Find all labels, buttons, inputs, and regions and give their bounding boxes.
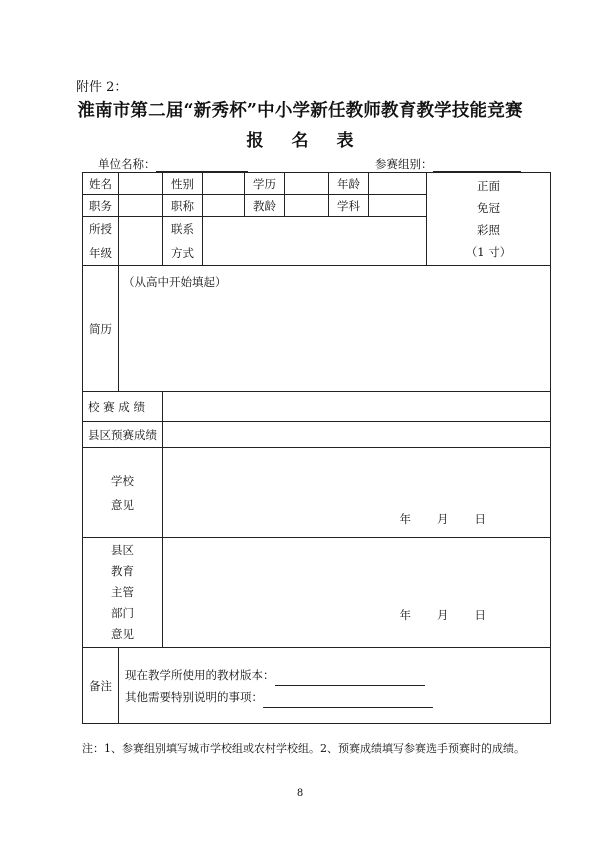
- dept-opinion-line: 部门: [111, 606, 134, 620]
- textbook-version-field[interactable]: [275, 673, 425, 686]
- dept-opinion-value[interactable]: [163, 538, 551, 648]
- education-label: 学历: [245, 173, 285, 195]
- year-label: 年: [399, 608, 411, 622]
- subtitle-char: 表: [336, 131, 354, 151]
- grade-value[interactable]: [119, 217, 163, 266]
- school-opinion-value[interactable]: [163, 448, 551, 538]
- unit-name-label: 单位名称：: [98, 157, 156, 171]
- photo-text: （1 寸）: [465, 245, 512, 259]
- contact-label-line: 联系: [171, 222, 194, 236]
- month-label: 月: [437, 512, 449, 526]
- grade-label: [83, 217, 119, 266]
- group-label: 参赛组别：: [375, 157, 433, 171]
- dept-opinion-date: [167, 607, 546, 623]
- photo-box[interactable]: [427, 173, 551, 266]
- name-value[interactable]: [119, 173, 163, 195]
- photo-text: 彩照: [477, 223, 500, 237]
- unit-name-field[interactable]: [156, 158, 248, 172]
- job-label: 职务: [83, 195, 119, 217]
- title-label: 职称: [163, 195, 203, 217]
- registration-form-table: [82, 172, 551, 724]
- resume-label: 简历: [83, 266, 119, 392]
- month-label: 月: [437, 608, 449, 622]
- school-opinion-date: [167, 511, 546, 527]
- subtitle-char: 名: [291, 131, 309, 151]
- remark-line-2: [125, 686, 546, 708]
- unit-name-row: [98, 156, 248, 172]
- teaching-years-label: 教龄: [245, 195, 285, 217]
- age-value[interactable]: [369, 173, 427, 195]
- county-result-value[interactable]: [163, 422, 551, 448]
- special-notes-label: 其他需要特别说明的事项：: [125, 689, 263, 704]
- teaching-years-value[interactable]: [285, 195, 329, 217]
- group-field[interactable]: [433, 158, 521, 172]
- resume-hint: （从高中开始填起）: [123, 275, 227, 289]
- footnote: 注：1、参赛组别填写城市学校组或农村学校组。2、预赛成绩填写参赛选手预赛时的成绩。: [82, 742, 525, 755]
- form-subtitle: [0, 126, 600, 151]
- job-value[interactable]: [119, 195, 163, 217]
- school-opinion-line: 学校: [111, 473, 134, 488]
- dept-opinion-label: [83, 538, 163, 648]
- remark-label: 备注: [83, 648, 119, 724]
- title-value[interactable]: [203, 195, 245, 217]
- remark-line-1: [125, 664, 546, 686]
- school-opinion-line: 意见: [111, 497, 134, 512]
- school-result-label: 校 赛 成 绩: [83, 392, 163, 422]
- subject-label: 学科: [329, 195, 369, 217]
- grade-label-line: 所授: [89, 222, 112, 236]
- dept-opinion-line: 县区: [111, 543, 134, 557]
- contact-value[interactable]: [203, 217, 427, 266]
- remark-value: [119, 648, 551, 724]
- textbook-version-label: 现在教学所使用的教材版本：: [125, 667, 275, 682]
- page-number: 8: [296, 788, 304, 799]
- county-result-label: 县区预赛成绩: [83, 422, 163, 448]
- subject-value[interactable]: [369, 195, 427, 217]
- contact-label-line: 方式: [171, 246, 194, 260]
- day-label: 日: [474, 512, 486, 526]
- gender-value[interactable]: [203, 173, 245, 195]
- name-label: 姓名: [83, 173, 119, 195]
- year-label: 年: [399, 512, 411, 526]
- age-label: 年龄: [329, 173, 369, 195]
- subtitle-char: 报: [246, 131, 264, 151]
- attachment-label: 附件 2：: [76, 80, 128, 95]
- day-label: 日: [474, 608, 486, 622]
- education-value[interactable]: [285, 173, 329, 195]
- page-title: 淮南市第二届“新秀杯”中小学新任教师教育教学技能竞赛: [77, 101, 523, 121]
- school-opinion-label: [83, 448, 163, 538]
- grade-label-line: 年级: [89, 246, 112, 260]
- contact-label: [163, 217, 203, 266]
- school-result-value[interactable]: [163, 392, 551, 422]
- group-row: [375, 156, 521, 172]
- gender-label: 性别: [163, 173, 203, 195]
- photo-text: 免冠: [477, 201, 500, 215]
- special-notes-field[interactable]: [263, 695, 433, 708]
- dept-opinion-line: 教育: [111, 564, 134, 578]
- dept-opinion-line: 意见: [111, 627, 134, 641]
- resume-value[interactable]: [119, 266, 551, 392]
- dept-opinion-line: 主管: [111, 585, 134, 599]
- photo-text: 正面: [477, 179, 500, 193]
